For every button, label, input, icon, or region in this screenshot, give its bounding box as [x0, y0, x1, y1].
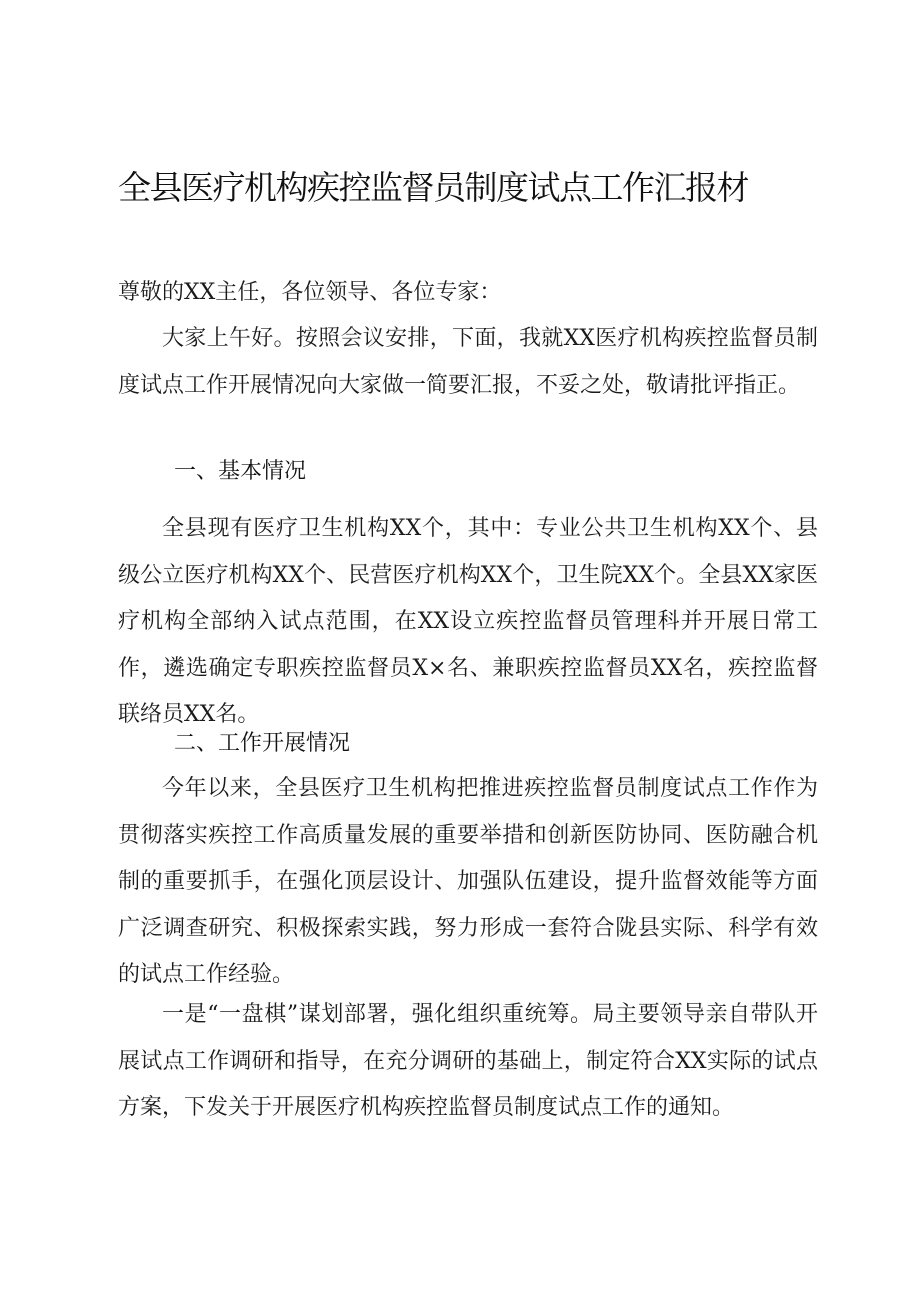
intro-paragraph: 大家上午好。按照会议安排，下面，我就XX医疗机构疾控监督员制度试点工作开展情况向大家做一简要汇报，不妥之处，敬请批评指正。 [118, 326, 818, 398]
section-heading-basic: 一、基本情况 [174, 459, 307, 484]
work-progress-paragraph: 今年以来，全县医疗卫生机构把推进疾控监督员制度试点工作作为贯彻落实疾控工作高质量发展的重要举措和创新医防协同、医防融合机制的重要抓手，在强化顶层设计、加强队伍建设，提升监督效能等方面广泛调查研究、积极探索实践，努力形成一套符合陇县实际、科学有效的试点工作经验。 [118, 776, 818, 987]
section-heading-work: 二、工作开展情况 [174, 731, 351, 756]
first-measure-paragraph: 一是“一盘棋”谋划部署，强化组织重统筹。局主要领导亲自带队开展试点工作调研和指导，在充分调研的基础上，制定符合XX实际的试点方案，下发关于开展医疗机构疾控监督员制度试点工作的通知。 [118, 1002, 818, 1120]
salutation: 尊敬的XX主任，各位领导、各位专家： [118, 280, 502, 305]
document-title: 全县医疗机构疾控监督员制度试点工作汇报材 [118, 168, 748, 207]
basic-situation-paragraph: 全县现有医疗卫生机构XX个，其中：专业公共卫生机构XX个、县级公立医疗机构XX个、民营医疗机构XX个，卫生院XX个。全县XX家医疗机构全部纳入试点范围，在XX设立疾控监督员管理科并开展日常工作，遴选确定专职疾控监督员X×名、兼职疾控监督员XX名，疾控监督联络员XX名。 [118, 516, 818, 727]
